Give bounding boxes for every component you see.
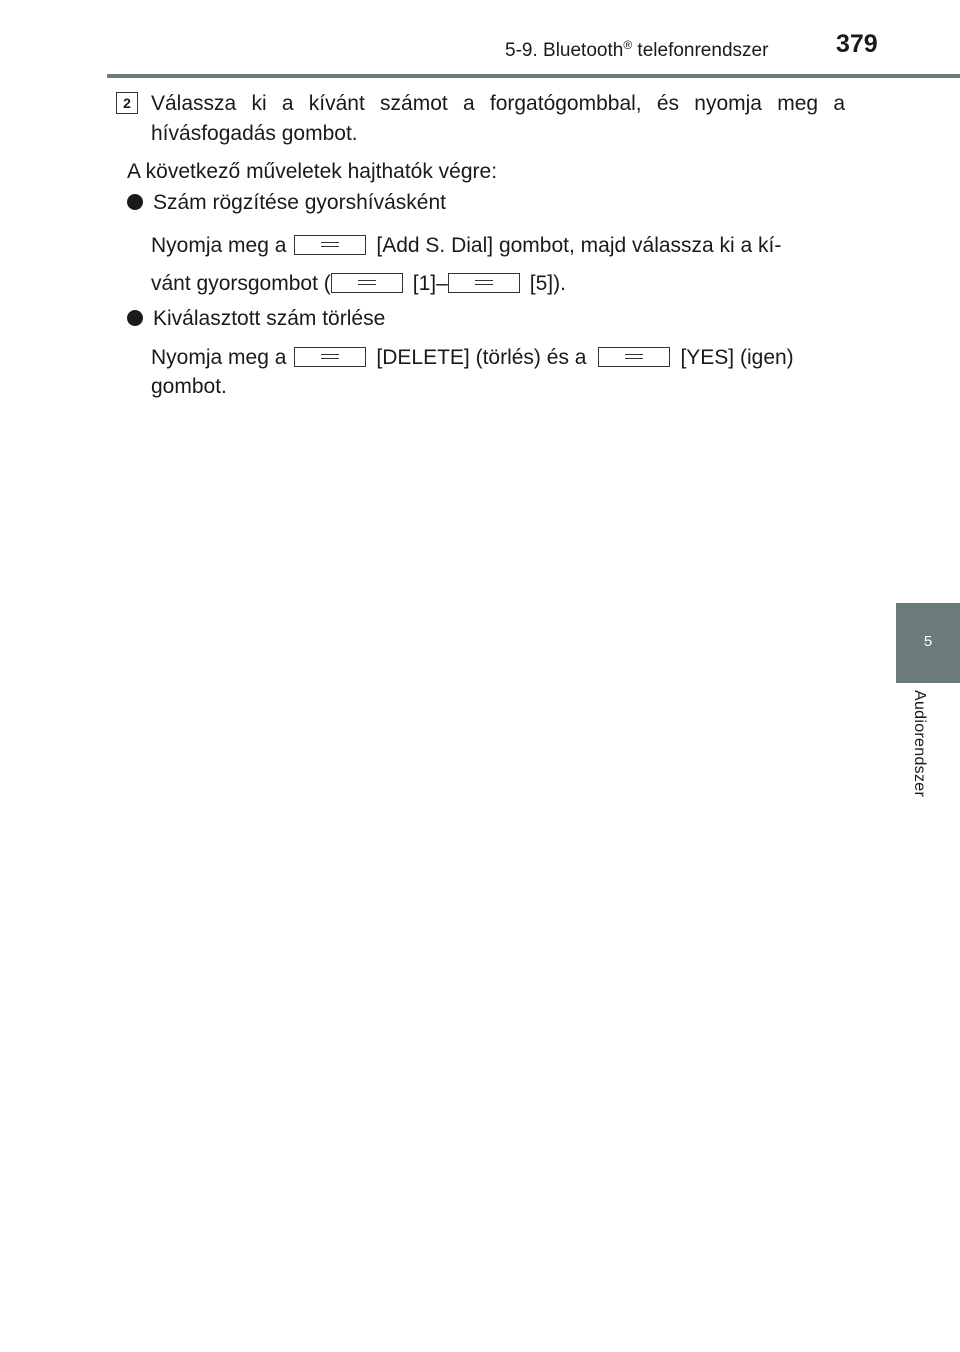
section-suffix: telefonrendszer [632,40,769,61]
bullet-body-line [151,343,794,373]
screen-button-icon [294,235,366,255]
intro-text: A következő műveletek hajthatók végre: [127,160,498,183]
text-fragment: [5]). [529,272,566,295]
screen-button-icon [331,273,403,293]
text-fragment: [Add S. Dial] gombot, majd válassza ki a kí- [376,234,782,257]
step-text-line2: hívásfogadás gombot. [151,122,358,145]
bullet-body-line [151,269,566,299]
text-fragment: Nyomja meg a [151,234,287,257]
text-fragment: vánt gyorsgombot ( [151,272,331,295]
chapter-number: 5 [923,633,933,650]
chapter-tab [896,603,960,683]
bullet-item [127,188,446,218]
bullet-title: Kiválasztott szám törlése [153,307,386,330]
step-number-badge: 2 [116,92,138,114]
step-text-line1: Válassza ki a kívánt számot a forgatógombbal, és nyomja meg a [151,92,845,115]
text-fragment: Nyomja meg a [151,346,287,369]
bullet-body-line: gombot. [151,375,227,398]
screen-button-icon [448,273,520,293]
chapter-label: Audiorendszer [911,690,928,798]
bullet-icon [127,310,143,326]
screen-button-icon [294,347,366,367]
page-number: 379 [836,30,878,58]
screen-button-icon [598,347,670,367]
text-fragment: [DELETE] (törlés) és a [376,346,587,369]
registered-mark: ® [623,38,633,52]
section-name: 5-9. Bluetooth [505,40,624,61]
text-fragment: [1]– [412,272,448,295]
bullet-title: Szám rögzítése gyorshívásként [153,191,446,214]
bullet-body-line [151,231,781,261]
text-fragment: [YES] (igen) [680,346,794,369]
bullet-icon [127,194,143,210]
header-divider [107,74,960,78]
section-title [505,40,768,62]
bullet-item [127,304,385,334]
